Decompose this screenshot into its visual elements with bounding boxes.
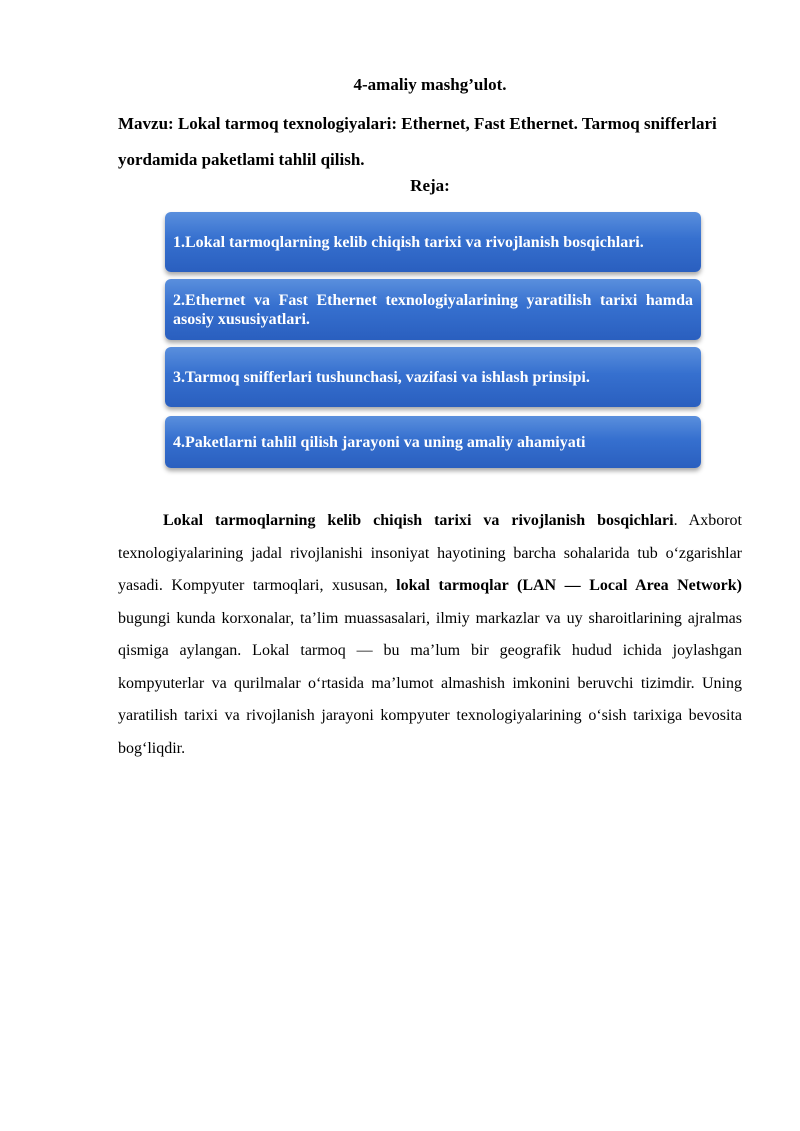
section-text-1: Axborot texnologiyalarining jadal rivojlanishi insoniyat hayotining barcha sohalarida tub o‘zgarishlar yasadi. Kompyuter tarmoqlari, xususan,: [118, 512, 742, 594]
plan-item-label: 2.Ethernet va Fast Ethernet texnologiyalarining yaratilish tarixi hamda asosiy xususiyatlari.: [173, 291, 693, 328]
document-title: 4-amaliy mashg’ulot.: [353, 75, 507, 94]
section-heading: Lokal tarmoqlarning kelib chiqish tarixi va rivojlanish bosqichlari: [163, 512, 674, 529]
plan-item-3: [165, 347, 701, 407]
plan-item-label: 3.Tarmoq snifferlari tushunchasi, vazifasi va ishlash prinsipi.: [173, 368, 590, 386]
section-paragraph: [118, 505, 742, 765]
plan-item-label: 4.Paketlarni tahlil qilish jarayoni va uning amaliy ahamiyati: [173, 433, 586, 451]
plan-item-1: [165, 212, 701, 272]
section-heading-end: .: [673, 512, 678, 529]
section-bold-term: lokal tarmoqlar (LAN — Local Area Network): [396, 577, 742, 594]
plan-heading: Reja:: [410, 176, 450, 195]
document-topic: Mavzu: Lokal tarmoq texnologiyalari: Ethernet, Fast Ethernet. Tarmoq snifferlari yordamida paketlami tahlil qilish.: [118, 114, 717, 169]
plan-item-label: 1.Lokal tarmoqlarning kelib chiqish tarixi va rivojlanish bosqichlari.: [173, 233, 644, 251]
plan-item-4: [165, 416, 701, 468]
section-text-2: bugungi kunda korxonalar, ta’lim muassasalari, ilmiy markazlar va uy sharoitlarining ajralmas qismiga aylangan. Lokal tarmoq — bu ma’lum bir geografik hudud ichida joylashgan kompyuterlar va qurilmalar o‘rtasida ma’lumot almashish imkonini beruvchi tizimdir. Uning yaratilish tarixi va rivojlanish jarayoni kompyuter texnologiyalarining o‘sish tarixiga bevosita bog‘liqdir.: [118, 609, 742, 757]
plan-item-2: [165, 279, 701, 340]
